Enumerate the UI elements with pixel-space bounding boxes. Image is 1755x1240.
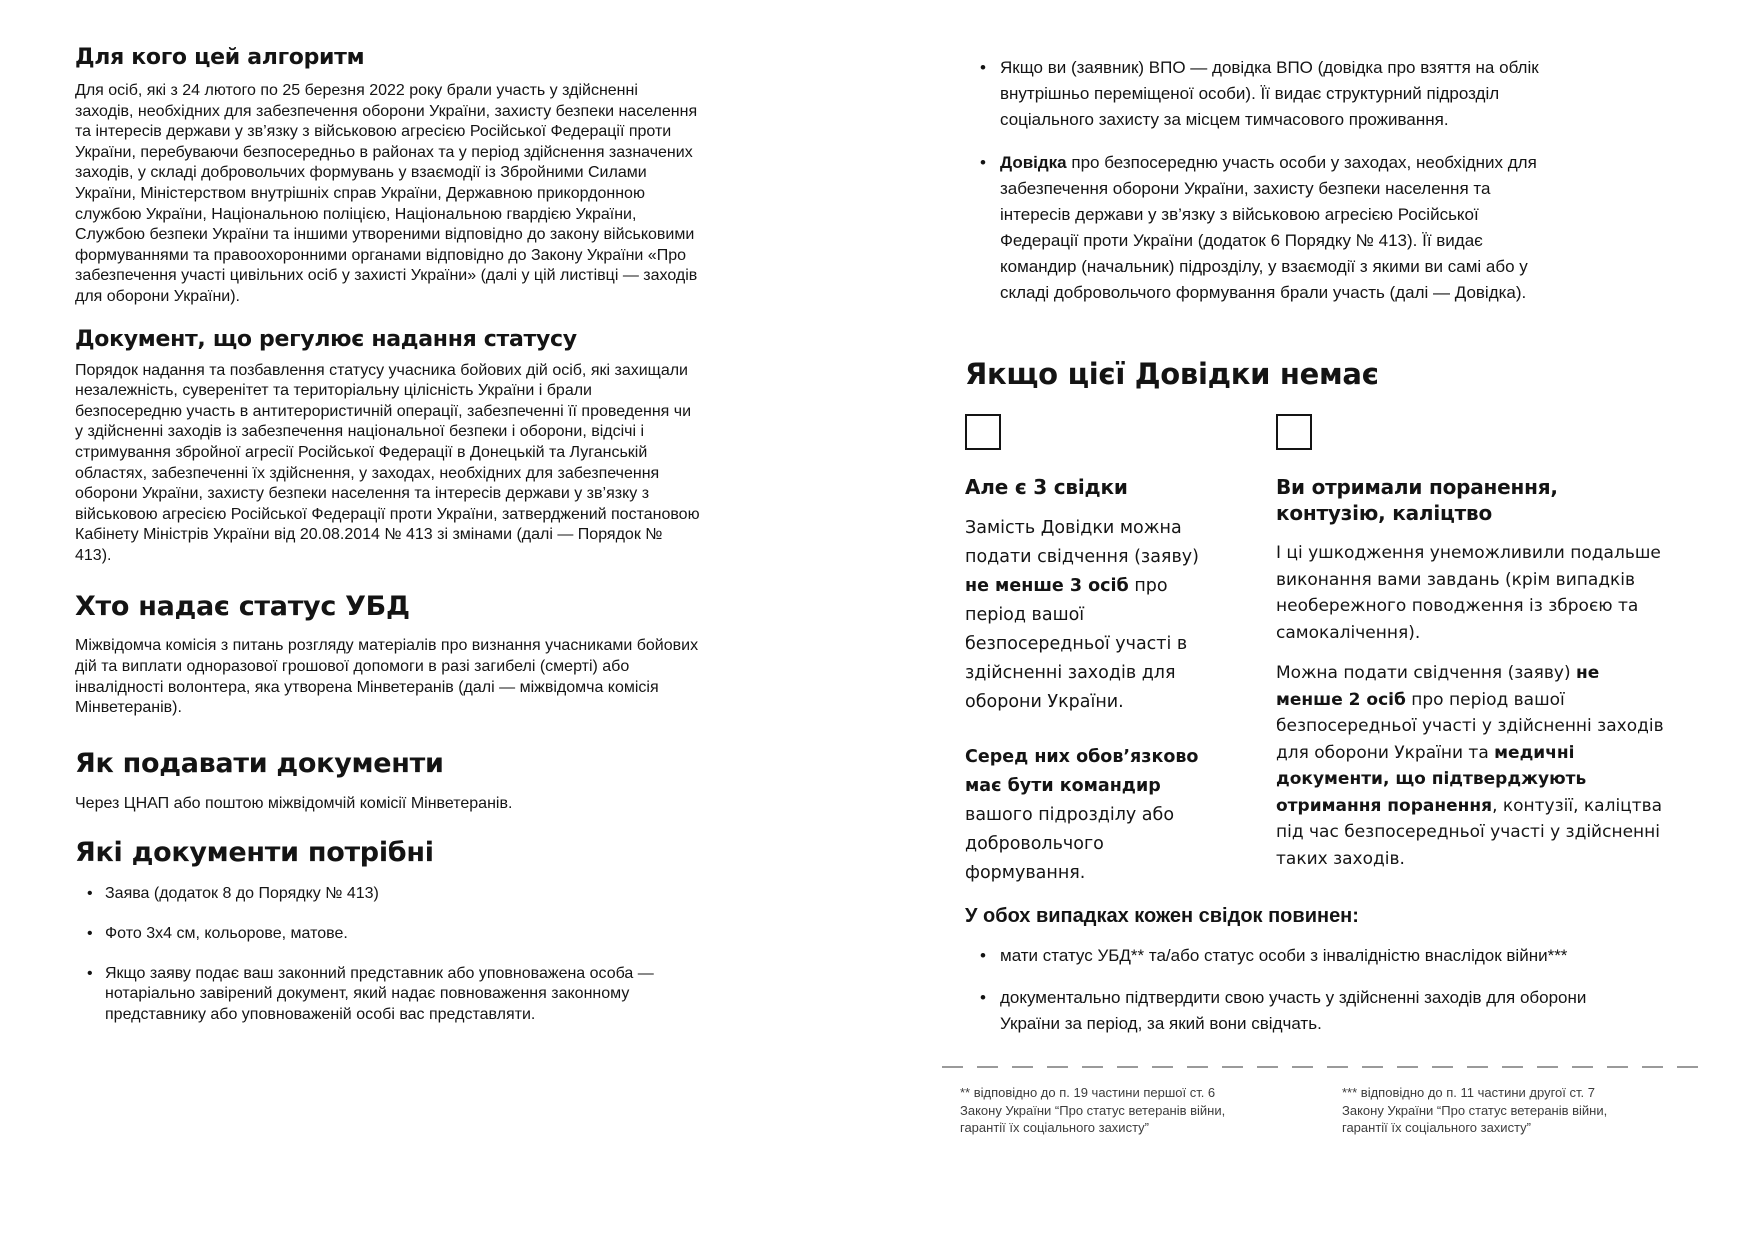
section-title-no-certificate: Якщо цієї Довідки немає — [965, 357, 1379, 391]
list-item-text: Фото 3х4 см, кольорове, матове. — [105, 925, 348, 943]
option-title: Але є 3 свідки — [965, 475, 1128, 499]
list-item-text: мати статус УБД** та/або статус особи з інвалідністю внаслідок війни*** — [1000, 946, 1568, 965]
checkbox-icon — [1276, 414, 1312, 450]
option-paragraph: І ці ушкодження унеможливили подальше виконання вами завдань (крім випадків необережного поводження із зброєю та самокалічення). — [1276, 543, 1661, 643]
left-column — [75, 44, 700, 1044]
list-item — [105, 964, 700, 1026]
section-body-for-whom: Для осіб, які з 24 лютого по 25 березня 2022 року брали участь у здійсненні заходів, необхідних для забезпечення оборони України, захисту безпеки населення та інтересів держави у зв’язку з військовою агресією Російської Федерації проти України, перебуваючи безпосередньо в районах та у період здійснення зазначених заходів, у складі добровольчих формувань у взаємодії із Збройними Силами України, Міністерством внутрішніх справ України, Державною прикордонною службою України, Національною поліцією, Національною гвардією України, Службою безпеки України та іншими утвореними відповідно до закону військовими формуваннями та правоохоронними органами відповідно до Закону України «Про забезпечення участі цивільних осіб у захисті України» (далі у цій листівці — заходів для оборони України). — [75, 82, 698, 305]
option-injury — [1276, 414, 1668, 888]
footnotes — [960, 1084, 1700, 1137]
section-title-how-to-submit: Як подавати документи — [75, 747, 444, 779]
section-body-who-grants-status: Міжвідомча комісія з питань розгляду матеріалів про визнання учасниками бойових дій та виплати одноразової грошової допомоги в разі загибелі (смерті) або інвалідності волонтера, яка утворена Мінветеранів (далі — міжвідомча комісія Мінветеранів). — [75, 637, 699, 717]
list-item — [105, 884, 700, 905]
section-body-how-to-submit: Через ЦНАП або поштою міжвідомчій комісії Мінветеранів. — [75, 794, 513, 812]
list-item-text: документально підтвердити свою участь у здійсненні заходів для оборони України за період, за який вони свідчать. — [1000, 988, 1587, 1033]
footnote-triple-asterisk: *** відповідно до п. 11 частини другої ст. 7 Закону України “Про статус ветеранів війни, гарантії їх соціального захисту” — [1342, 1085, 1608, 1135]
option-title: Ви отримали поранення, контузію, каліцтво — [1276, 475, 1558, 525]
additional-documents-list — [965, 55, 1545, 306]
option-paragraph: Серед них обов’язково має бути командир вашого підрозділу або добровольчого формування. — [965, 747, 1199, 883]
section-title-who-grants-status: Хто надає статус УБД — [75, 591, 410, 623]
list-item-text: Якщо ви (заявник) ВПО — довідка ВПО (довідка про взяття на облік внутрішньо переміщеної особи). Її видає структурний підрозділ соціального захисту за місцем тимчасового проживання. — [1000, 58, 1539, 129]
footnote-double-asterisk: ** відповідно до п. 19 частини першої ст. 6 Закону України “Про статус ветеранів війни, гарантії їх соціального захисту” — [960, 1085, 1226, 1135]
witness-requirements-title: У обох випадках кожен свідок повинен: — [965, 905, 1359, 927]
witness-requirements-list — [965, 943, 1640, 1037]
list-item — [1000, 55, 1545, 133]
list-item — [1000, 150, 1545, 306]
list-item-text: Заява (додаток 8 до Порядку № 413) — [105, 885, 379, 903]
section-title-for-whom: Для кого цей алгоритм — [75, 45, 365, 70]
list-item-text: Якщо заяву подає ваш законний представник або уповноважена особа — нотаріально завірений документ, який надає повноваження законному представнику або уповноваженій особі вас представляти. — [105, 964, 654, 1023]
section-body-regulating-document: Порядок надання та позбавлення статусу учасника бойових дій осіб, які захищали незалежність, суверенітет та територіальну цілісність України і брали безпосередню участь в антитерористичній операції, забезпеченні її проведення чи у здійсненні заходів із забезпечення національної безпеки і оборони, відсічі і стримування збройної агресії Російської Федерації в Донецькій та Луганській областях, забезпеченні їх здійснення, у заходах, необхідних для забезпечення оборони України, захисту безпеки населення та інтересів держави у зв’язку з військовою агресією Російської Федерації проти України, затверджений постановою Кабінету Міністрів України від 20.08.2014 № 413 зі змінами (далі — Порядок № 413). — [75, 361, 700, 564]
section-title-required-documents: Які документи потрібні — [75, 837, 434, 869]
option-paragraph: Можна подати свідчення (заяву) не менше 2 осіб про період вашої безпосередньої участі у здійсненні заходів для оборони України та медичні документи, що підтверджують отримання поранення, контузії, каліцтва під час безпосередньої участі у здійсненні таких заходів. — [1276, 663, 1664, 869]
list-item — [1000, 943, 1640, 969]
right-column — [960, 44, 1700, 1137]
dashed-divider — [942, 1066, 1699, 1068]
option-three-witnesses — [965, 414, 1221, 888]
list-item — [105, 924, 700, 945]
checkbox-icon — [965, 414, 1001, 450]
list-item — [1000, 985, 1640, 1037]
required-documents-list — [75, 884, 700, 1025]
option-paragraph: Замість Довідки можна подати свідчення (заяву) не менше 3 осіб про період вашої безпосередньої участі в здійсненні заходів для оборони України. — [965, 518, 1199, 712]
no-certificate-options — [965, 414, 1700, 888]
section-title-regulating-document: Документ, що регулює надання статусу — [75, 326, 577, 352]
list-item-text: Довідка про безпосередню участь особи у заходах, необхідних для забезпечення оборони України, захисту безпеки населення та інтересів держави у зв’язку з військовою агресією Російської Федерації проти України (додаток 6 Порядку № 413). Її видає командир (начальник) підрозділу, у взаємодії з якими ви самі або у складі добровольчого формування брали участь (далі — Довідка). — [1000, 153, 1537, 302]
